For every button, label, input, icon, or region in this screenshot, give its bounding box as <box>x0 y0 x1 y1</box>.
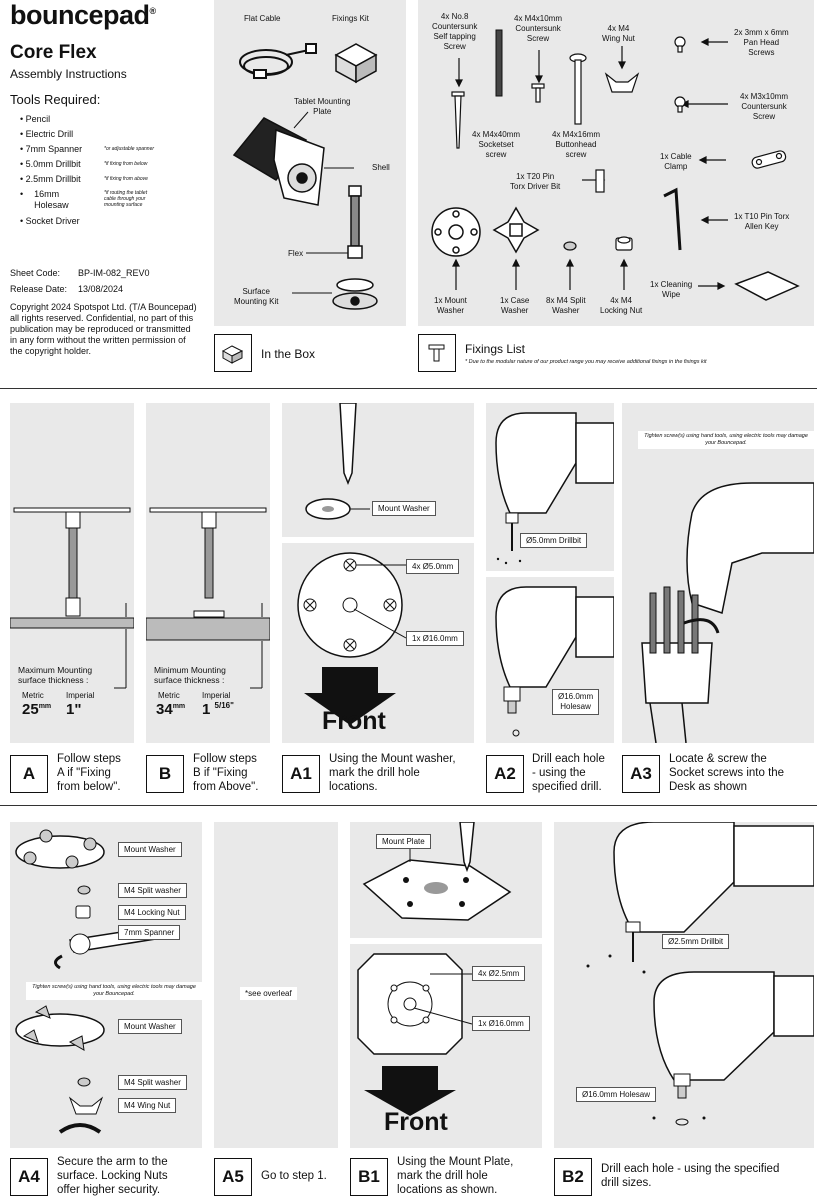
step-b-panel <box>146 403 270 743</box>
step-label-b: B <box>146 755 184 793</box>
release-date: 13/08/2024 <box>78 284 124 294</box>
brand-logo: bouncepad® <box>10 0 156 30</box>
step-a-panel <box>10 403 134 743</box>
pan-head-label: 2x 3mm x 6mm Pan Head Screws <box>734 28 789 57</box>
socketset-label: 4x M4x40mm Socketset screw <box>472 130 521 159</box>
max-thickness-label: Maximum Mounting surface thickness : <box>18 665 93 685</box>
locking-nut-icon <box>616 237 632 250</box>
pencil-washer-illustration <box>282 403 474 537</box>
buttonhead-screw-icon <box>570 54 586 124</box>
box-icon <box>214 334 252 372</box>
case-washer-icon <box>494 208 538 252</box>
release-date-label: Release Date: <box>10 284 68 294</box>
step-a5-panel <box>214 822 338 1148</box>
drillbit-2-5mm-tag: Ø2.5mm Drillbit <box>662 934 729 949</box>
step-a4-panel <box>10 822 202 1148</box>
torx-bit-icon <box>596 170 604 192</box>
hole-16mm-tag: 1x Ø16.0mm <box>472 1016 530 1031</box>
self-tapping-screw-icon <box>452 92 464 148</box>
section-divider <box>0 805 817 806</box>
step-a2-text: Drill each hole - using the specified drill. <box>532 753 605 793</box>
tool-item: • Electric Drill <box>20 129 74 139</box>
step-b2-panel <box>554 822 814 1148</box>
mount-washer-label: 1x Mount Washer <box>434 296 467 315</box>
step-label-a3: A3 <box>622 755 660 793</box>
tool-note: *or adjustable spanner <box>104 146 155 152</box>
tools-heading: Tools Required: <box>10 92 101 107</box>
tool-item: • 5.0mm Drillbit <box>20 159 81 169</box>
m4x10-screw-label: 4x M4x10mm Countersunk Screw <box>514 14 563 43</box>
fixings-list-caption: Fixings List <box>465 342 526 356</box>
imperial-label: Imperial <box>202 691 231 700</box>
metric-label: Metric <box>22 691 44 700</box>
section-divider <box>0 388 817 389</box>
step-a4-text: Secure the arm to the surface. Locking Nuts offer higher security. <box>57 1156 168 1196</box>
min-thickness-label: Minimum Mounting surface thickness : <box>154 665 226 685</box>
imperial-label: Imperial <box>66 691 95 700</box>
step-label-a4: A4 <box>10 1158 48 1196</box>
countersunk-screw-icon <box>532 84 544 102</box>
wing-nut-label: 4x M4 Wing Nut <box>602 24 635 43</box>
tool-item: • 7mm Spanner <box>20 144 83 154</box>
surface-kit-icon <box>333 279 377 309</box>
tool-note: *if routing the tablet cable through your mounting surface <box>104 190 148 208</box>
in-the-box-panel <box>214 0 406 326</box>
tool-item: • 16mm Holesaw <box>20 189 69 210</box>
screw-icon <box>418 334 456 372</box>
drillbit-5mm-tag: Ø5.0mm Drillbit <box>520 533 587 548</box>
step-b1-bottom-panel <box>350 944 542 1148</box>
holesaw-illustration <box>486 577 614 743</box>
step-label-a5: A5 <box>214 1158 252 1196</box>
t20-bit-label: 1x T20 Pin Torx Driver Bit <box>510 172 561 191</box>
hole-2-5mm-tag: 4x Ø2.5mm <box>472 966 525 981</box>
mount-washer-tag: Mount Washer <box>118 842 182 857</box>
holesaw-16mm-tag: Ø16.0mm Holesaw <box>576 1087 656 1102</box>
hand-tools-note: Tighten screw(s) using hand tools, using electric tools may damage your Bouncepad. <box>26 982 202 1000</box>
step-a2-top-panel <box>486 403 614 571</box>
t10-key-label: 1x T10 Pin Torx Allen Key <box>734 212 790 231</box>
m3x10-screw-label: 4x M3x10mm Countersunk Screw <box>740 92 789 121</box>
front-indicator: Front <box>322 707 386 735</box>
page-title: Core Flex <box>10 42 97 63</box>
in-the-box-caption: In the Box <box>261 347 316 361</box>
step-label-a: A <box>10 755 48 793</box>
holesaw-16mm-tag: Ø16.0mm Holesaw <box>552 689 599 715</box>
mount-washer-icon <box>432 208 480 256</box>
wing-nut-tag: M4 Wing Nut <box>118 1098 176 1113</box>
step-a2-bottom-panel <box>486 577 614 743</box>
buttonhead-label: 4x M4x16mm Buttonhead screw <box>552 130 601 159</box>
no8-screw-label: 4x No.8 Countersunk Self tapping Screw <box>432 12 478 51</box>
locking-nut-label: 4x M4 Locking Nut <box>600 296 643 315</box>
page-subtitle: Assembly Instructions <box>10 67 127 81</box>
hole-16mm-tag: 1x Ø16.0mm <box>406 631 464 646</box>
step-a3-panel <box>622 403 814 743</box>
metric-value: $34^{mm}$ <box>156 701 186 718</box>
tool-item: • 2.5mm Drillbit <box>20 174 81 184</box>
step-a3-text: Locate & screw the Socket screws into the Desk as shown <box>669 753 785 793</box>
cable-clamp-label: 1x Cable Clamp <box>660 152 692 171</box>
step-b1-text: Using the Mount Plate, mark the drill hole locations as shown. <box>397 1156 514 1196</box>
mount-washer-tag: Mount Washer <box>118 1019 182 1034</box>
flex-label: Flex <box>288 249 304 258</box>
m3-screw-icon <box>675 97 685 112</box>
step-label-b1: B1 <box>350 1158 388 1196</box>
flat-cable-icon <box>240 44 316 78</box>
metric-value: $25^{mm}$ <box>22 701 52 718</box>
tool-note: *if fixing from below <box>104 161 148 167</box>
step-b-text: Follow steps B if "Fixing from Above". <box>193 753 259 793</box>
see-overleaf-note: *see overleaf <box>240 987 297 1000</box>
step-label-a2: A2 <box>486 755 524 793</box>
shell-label: Shell <box>372 163 390 172</box>
step-a-text: Follow steps A if "Fixing from below". <box>57 753 121 793</box>
cleaning-wipe-icon <box>736 272 798 300</box>
step-a1-bottom-panel <box>282 543 474 743</box>
sheet-code: BP-IM-082_REV0 <box>78 268 150 278</box>
tablet-plate-icon <box>234 118 324 205</box>
split-washer-tag: M4 Split washer <box>118 883 187 898</box>
locking-nut-tag: M4 Locking Nut <box>118 905 186 920</box>
socketset-screw-icon <box>496 30 502 96</box>
allen-key-icon <box>664 190 680 250</box>
metric-label: Metric <box>158 691 180 700</box>
tool-item: • Socket Driver <box>20 216 80 226</box>
step-a1-top-panel <box>282 403 474 537</box>
step-label-a1: A1 <box>282 755 320 793</box>
imperial-value: 1" <box>66 701 82 718</box>
pan-head-screw-icon <box>675 37 685 52</box>
fixings-kit-label: Fixings Kit <box>332 14 369 23</box>
mount-plate-tag: Mount Plate <box>376 834 431 849</box>
tool-item: • Pencil <box>20 114 51 124</box>
split-washer-label: 8x M4 Split Washer <box>546 296 586 315</box>
split-washer-tag: M4 Split washer <box>118 1075 187 1090</box>
wing-nut-icon <box>606 74 638 92</box>
step-b1-top-panel <box>350 822 542 938</box>
hand-tools-note: Tighten screw(s) using hand tools, using electric tools may damage your Bouncepad. <box>638 431 814 449</box>
cleaning-wipe-label: 1x Cleaning Wipe <box>650 280 693 299</box>
copyright-notice: Copyright 2024 Spotspot Ltd. (T/A Bouncepad) all rights reserved. Confidential, no part of this publication may be reproduced or transmitted in any form without the written permission of the copyright holder. <box>10 302 197 356</box>
mount-washer-tag: Mount Washer <box>372 501 436 516</box>
split-washer-icon <box>564 242 576 250</box>
cable-clamp-icon <box>751 150 787 169</box>
tool-note: *if fixing from above <box>104 176 148 182</box>
hand-tighten-illustration <box>622 403 814 743</box>
fixings-kit-icon <box>336 44 376 82</box>
hole-5mm-tag: 4x Ø5.0mm <box>406 559 459 574</box>
spanner-tag: 7mm Spanner <box>118 925 180 940</box>
flat-cable-label: Flat Cable <box>244 14 281 23</box>
fixings-note: * Due to the modular nature of our product range you may receive additional fixings in the fixings kit <box>465 359 707 365</box>
step-b2-text: Drill each hole - using the specified drill sizes. <box>601 1163 780 1189</box>
flex-arm-icon <box>348 186 362 258</box>
step-label-b2: B2 <box>554 1158 592 1196</box>
fixings-list-panel <box>418 0 814 326</box>
surface-kit-label: Surface Mounting Kit <box>234 287 279 306</box>
front-indicator: Front <box>384 1108 448 1136</box>
step-a1-text: Using the Mount washer, mark the drill hole locations. <box>329 753 456 793</box>
tablet-plate-label: Tablet Mounting Plate <box>294 97 351 116</box>
step-a5-text: Go to step 1. <box>261 1170 327 1182</box>
imperial-value: 1 $^{5/16"}$ <box>202 701 234 718</box>
case-washer-label: 1x Case Washer <box>500 296 530 315</box>
sheet-code-label: Sheet Code: <box>10 268 61 278</box>
